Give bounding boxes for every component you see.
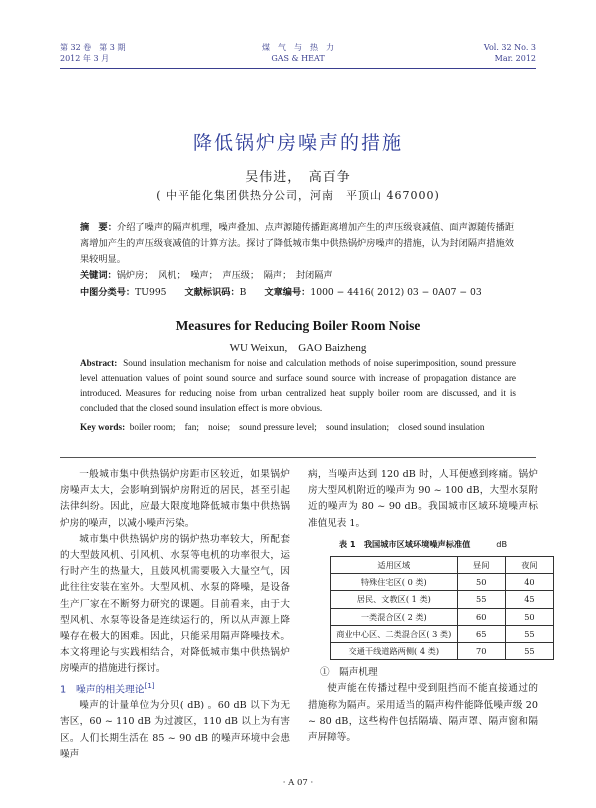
table-cell: 45 [505,591,553,608]
table-cell: 55 [457,591,505,608]
abstract-en [80,356,516,416]
table-cell: 70 [457,643,505,660]
doc-code-label: 文献标识码： [184,287,240,298]
article-number-label: 文章编号： [264,287,311,298]
table-caption [308,536,538,552]
table-row [331,591,554,608]
volume-issue-en: Vol. 32 No. 3 [483,43,536,52]
journal-name-en: GAS & HEAT [271,54,325,63]
clc-value: TU995 [135,287,167,298]
body-paragraph: 城市集中供热锅炉房的锅炉热功率较大，所配套的大型鼓风机、引风机、水泵等电机的功率很大，运行时产生的热量大，且鼓风机需要吸入大量空气，因此往往安装在室外。大型风机、水泵的降噪，是设备生产厂家在不断努力研究的课题。目前看来，由于大型风机、水泵等设备是连续运行的，所以从声源上降噪存在极大的困难。因此，只能采用隔声降噪技术。本文将理论与实践相结合，对降低城市集中供热锅炉房噪声的措施进行探讨。 [60,533,290,675]
journal-name-cn: 煤 气 与 热 力 [262,43,334,52]
table-header-cell: 适用区域 [331,557,458,574]
paper-authors-en: WU Weixun, GAO Baizheng [229,342,367,354]
table-cell: 居民、文教区( 1 类) [331,591,458,608]
header-rule [60,68,536,69]
table-cell: 40 [505,574,553,591]
keywords-en-text: boiler room; fan; noise; sound pressure level; sound insulation; closed sound insulation [129,422,485,432]
noise-standard-table [330,556,554,660]
table-header-row [331,557,554,574]
table-cell: 交通干线道路两侧( 4 类) [331,643,458,660]
keywords-en [80,420,516,435]
table-cell: 55 [505,625,553,642]
section-reference: [1] [144,681,155,690]
paper-title: 降低锅炉房噪声的措施 [192,132,403,154]
table-row [331,574,554,591]
table-cell: 特殊住宅区( 0 类) [331,574,458,591]
table-cell: 50 [457,574,505,591]
table-unit: dB [496,538,508,549]
clc-label: 中图分类号： [80,287,136,298]
abstract-en-label: Abstract: [80,358,118,368]
table-cell: 一类混合区( 2 类) [331,608,458,625]
classification-line [80,285,536,301]
page-number: · A 07 · [282,778,314,788]
table-cell: 60 [457,608,505,625]
abstract-en-text: Sound insulation mechanism for noise and calculation methods of noise superimposition, sound pressure level attenuation values of point sound source and surface sound source with increase of propagation distance are introduced. Measures for reducing noise from urban centralized heat supply boiler room are discussed, and it is concluded that the closed sound insulation effect is more obvious. [80,358,517,413]
body-paragraph: 使声能在传播过程中受到阻挡而不能直接通过的措施称为隔声。采用适当的隔声构件能降低噪声级 20 ~ 80 dB，这些构件包括隔墙、隔声罩、隔声窗和隔声屏障等。 [308,683,538,744]
abstract-cn [80,220,514,268]
article-number-value: 1000 − 4416( 2012) 03 − 0A07 − 03 [310,287,482,298]
keywords-cn [80,268,514,284]
table-header-cell: 昼间 [457,557,505,574]
body-paragraph: 病，当噪声达到 120 dB 时，人耳便感到疼痛。锅炉房大型风机附近的噪声为 90 ~ 100 dB，大型水泵附近的噪声为 80 ~ 90 dB。我国城市区域环境噪声标准值见表 1。 [308,469,538,529]
subsection-heading: ① 隔声机理 [320,667,378,679]
publication-date-en: Mar. 2012 [494,54,536,63]
abstract-cn-text: 介绍了噪声的隔声机理，噪声叠加、点声源随传播距离增加产生的声压级衰减值、面声源随传播距离增加产生的声压级衰减值的计算方法。探讨了降低城市集中供热锅炉房噪声的措施，认为封闭隔声措施效果较明显。 [80,222,515,265]
table-cell: 55 [505,643,553,660]
abstract-cn-label: 摘 要： [80,222,117,233]
table-cell: 50 [505,608,553,625]
table-row [331,608,554,625]
abstract-divider [60,457,536,458]
body-column-left [60,467,290,763]
keywords-en-label: Key words: [80,422,126,432]
doc-code-value: B [239,287,247,298]
body-paragraph: 噪声的计量单位为分贝( dB) 。60 dB 以下为无害区，60 ~ 110 dB 为过渡区，110 dB 以上为有害区。人们长期生活在 85 ~ 90 dB 的噪声环境中会患噪声 [60,700,290,760]
keywords-cn-label: 关键词： [80,270,117,281]
keywords-cn-text: 锅炉房； 风机； 噪声； 声压级； 隔声； 封闭隔声 [116,270,333,281]
author-affiliation: ( 中平能化集团供热分公司，河南 平顶山 467000) [156,189,440,202]
section-heading [60,678,290,698]
volume-issue: 第 32 卷 第 3 期 [60,43,126,52]
table-row [331,643,554,660]
paper-title-en: Measures for Reducing Boiler Room Noise [175,318,421,333]
table-header-cell: 夜间 [505,557,553,574]
journal-volume-info-en [484,42,536,64]
section-heading-text: 1 噪声的相关理论 [60,683,145,695]
table-cell: 65 [457,625,505,642]
body-column-right [308,467,538,746]
table-cell: 商业中心区、二类混合区( 3 类) [331,625,458,642]
paper-authors: 吴伟进， 高百争 [245,170,351,185]
publication-date: 2012 年 3 月 [60,54,110,63]
table-row [331,625,554,642]
table-caption-text: 表 1 我国城市区域环境噪声标准值 [338,538,471,549]
body-paragraph: 一般城市集中供热锅炉房距市区较近，如果锅炉房噪声太大，会影响到锅炉房附近的居民，甚至引起法律纠纷。因此，应最大限度地降低城市集中供热锅炉房的噪声，以减小噪声污染。 [60,469,290,529]
